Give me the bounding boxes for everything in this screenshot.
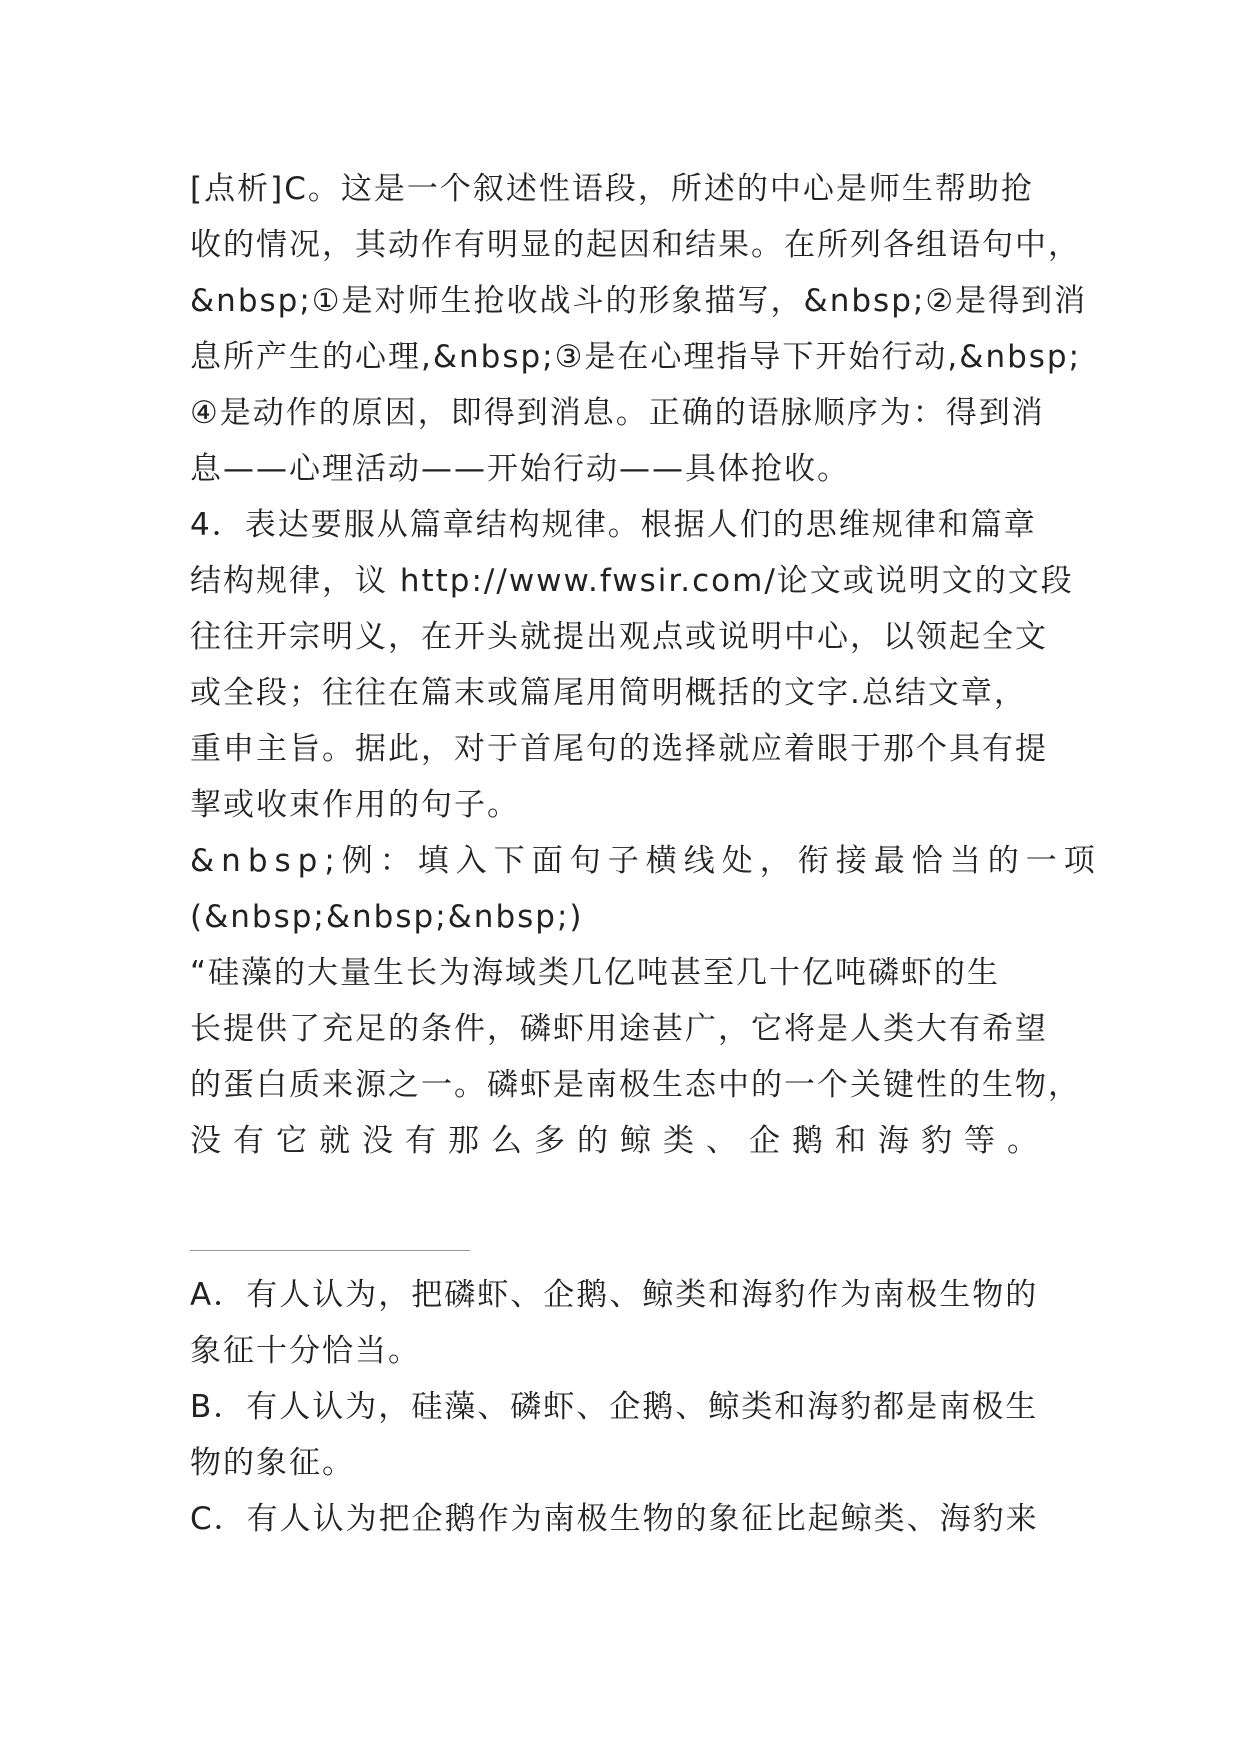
text-line: (&nbsp;&nbsp;&nbsp;) (190, 899, 584, 935)
text-line: &nbsp;①是对师生抢收战斗的形象描写，&nbsp;②是得到消 (190, 283, 1088, 319)
option-b-line: B．有人认为，硅藻、磷虾、企鹅、鲸类和海豹都是南极生 (190, 1389, 1039, 1425)
text-line: 息——心理活动——开始行动——具体抢收。 (190, 451, 850, 487)
text-line: 长提供了充足的条件，磷虾用途甚广，它将是人类大有希望 (190, 1011, 1048, 1047)
option-c-line: C．有人认为把企鹅作为南极生物的象征比起鲸类、海豹来 (190, 1501, 1039, 1537)
option-a-line: 象征十分恰当。 (190, 1333, 421, 1369)
text-line: 挈或收束作用的句子。 (190, 787, 520, 823)
text-line: 息所产生的心理,&nbsp;③是在心理指导下开始行动,&nbsp; (190, 339, 1082, 375)
text-line: [点析]C。这是一个叙述性语段，所述的中心是师生帮助抢 (190, 171, 1034, 207)
text-line: “硅藻的大量生长为海域类几亿吨甚至几十亿吨磷虾的生 (190, 955, 1001, 991)
option-b-line: 物的象征。 (190, 1445, 355, 1481)
text-line: 4．表达要服从篇章结构规律。根据人们的思维规律和篇章 (190, 507, 1037, 543)
text-line: 重申主旨。据此，对于首尾句的选择就应着眼于那个具有提 (190, 731, 1048, 767)
text-line: 或全段；往往在篇末或篇尾用简明概括的文字.总结文章， (190, 675, 1027, 711)
blank-underline (190, 1250, 470, 1251)
text-line: 的蛋白质来源之一。磷虾是南极生态中的一个关键性的生物， (190, 1067, 1081, 1103)
text-line: 结构规律，议 http://www.fwsir.com/论文或说明文的文段 (190, 563, 1074, 599)
option-a-line: A．有人认为，把磷虾、企鹅、鲸类和海豹作为南极生物的 (190, 1277, 1039, 1313)
text-line: &nbsp;例：填入下面句子横线处，衔接最恰当的一项 (190, 843, 1102, 879)
text-line: 收的情况，其动作有明显的起因和结果。在所列各组语句中， (190, 227, 1081, 263)
text-line: 往往开宗明义，在开头就提出观点或说明中心，以领起全文 (190, 619, 1048, 655)
text-line: ④是动作的原因，即得到消息。正确的语脉顺序为：得到消 (190, 395, 1045, 431)
text-line: 没有它就没有那么多的鲸类、企鹅和海豹等。 (190, 1123, 1050, 1159)
